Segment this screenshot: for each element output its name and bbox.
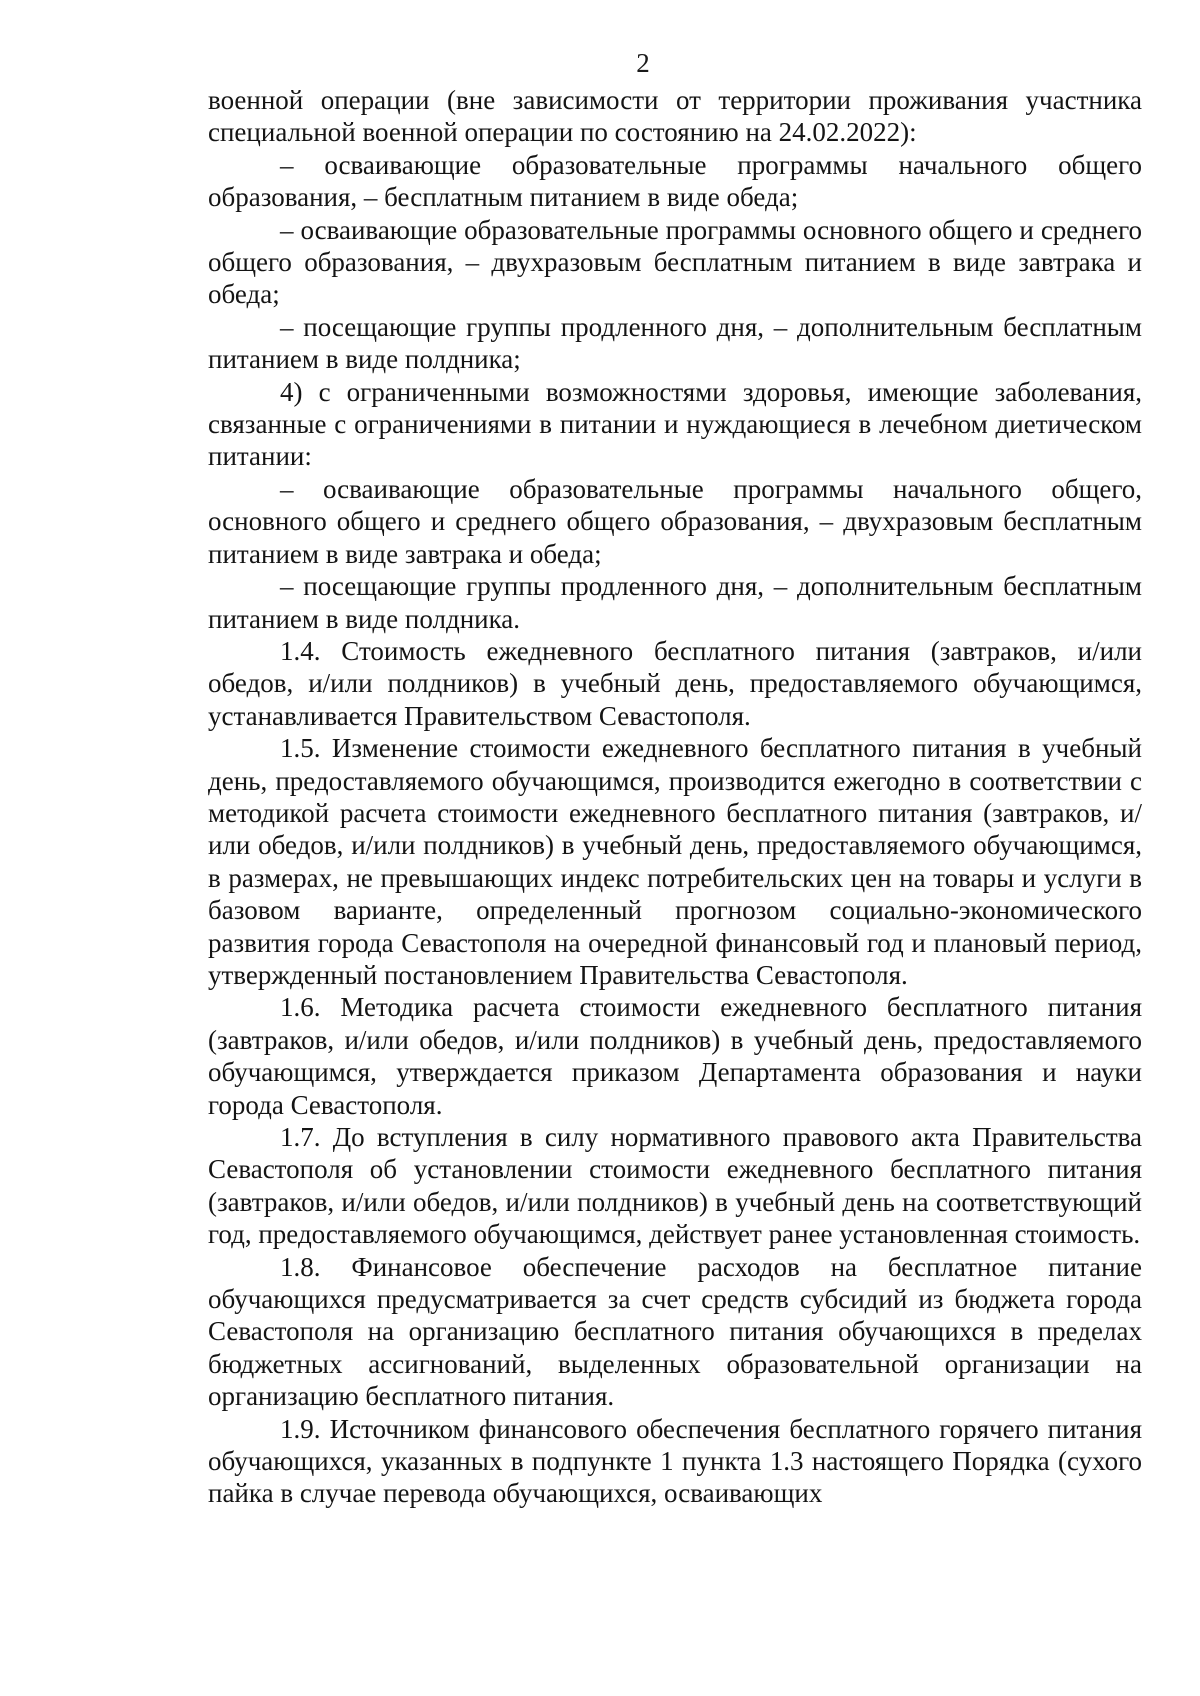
paragraph: – посещающие группы продленного дня, – дополнительным бесплатным питанием в виде полдника;	[208, 311, 1142, 375]
paragraph: 4) с ограниченными возможностями здоровья, имеющие заболевания, связанные с ограничениями в питании и нуждающиеся в лечебном диетическом питании:	[208, 376, 1142, 472]
paragraph: – посещающие группы продленного дня, – дополнительным бесплатным питанием в виде полдника.	[208, 571, 1142, 634]
paragraph: – осваивающие образовательные программы начального общего, основного общего и среднего общего образования, – двухразовым бесплатным питанием в виде завтрака и обеда;	[208, 473, 1142, 569]
paragraph: 1.5. Изменение стоимости ежедневного бесплатного питания в учебный день, предоставляемого обучающимся, производится ежегодно в соответствии с методикой расчета стоимости ежедневного бесплатного питания (завтраков, и/или обедов, и/или полдников) в учебный день, предоставляемого обучающимся, в размерах, не превышающих индекс потребительских цен на товары и услуги в базовом варианте, определенный прогнозом социально-экономического развития города Севастополя на очередной финансовый год и плановый период, утвержденный постановлением Правительства Севастополя.	[208, 733, 1142, 990]
paragraph: 1.9. Источником финансового обеспечения бесплатного горячего питания обучающихся, указанных в подпункте 1 пункта 1.3 настоящего Порядка (сухого пайка в случае перевода обучающихся, осваивающих	[208, 1413, 1142, 1509]
paragraph: 1.8. Финансовое обеспечение расходов на бесплатное питание обучающихся предусматривается за счет средств субсидий из бюджета города Севастополя на организацию бесплатного питания обучающихся в пределах бюджетных ассигнований, выделенных образовательной организации на организацию бесплатного питания.	[208, 1251, 1142, 1412]
paragraph: 1.7. До вступления в силу нормативного правового акта Правительства Севастополя об установлении стоимости ежедневного бесплатного питания (завтраков, и/или обедов, и/или полдников) в учебный день на соответствующий год, предоставляемого обучающимся, действует ранее установленная стоимость.	[208, 1122, 1142, 1250]
paragraph: 1.6. Методика расчета стоимости ежедневного бесплатного питания (завтраков, и/или обедов, и/или полдников) в учебный день, предоставляемого обучающимся, утверждается приказом Департамента образования и науки города Севастополя.	[208, 992, 1142, 1120]
document-body	[208, 84, 1142, 1510]
paragraph: – осваивающие образовательные программы начального общего образования, – бесплатным питанием в виде обеда;	[208, 149, 1142, 213]
paragraph: военной операции (вне зависимости от территории проживания участника специальной военной операции по состоянию на 24.02.2022):	[208, 85, 1142, 148]
page-number: 2	[636, 48, 650, 78]
paragraph: – осваивающие образовательные программы основного общего и среднего общего образования, – двухразовым бесплатным питанием в виде завтрака и обеда;	[208, 214, 1142, 310]
paragraph: 1.4. Стоимость ежедневного бесплатного питания (завтраков, и/или обедов, и/или полдников) в учебный день, предоставляемого обучающимся, устанавливается Правительством Севастополя.	[208, 635, 1142, 731]
